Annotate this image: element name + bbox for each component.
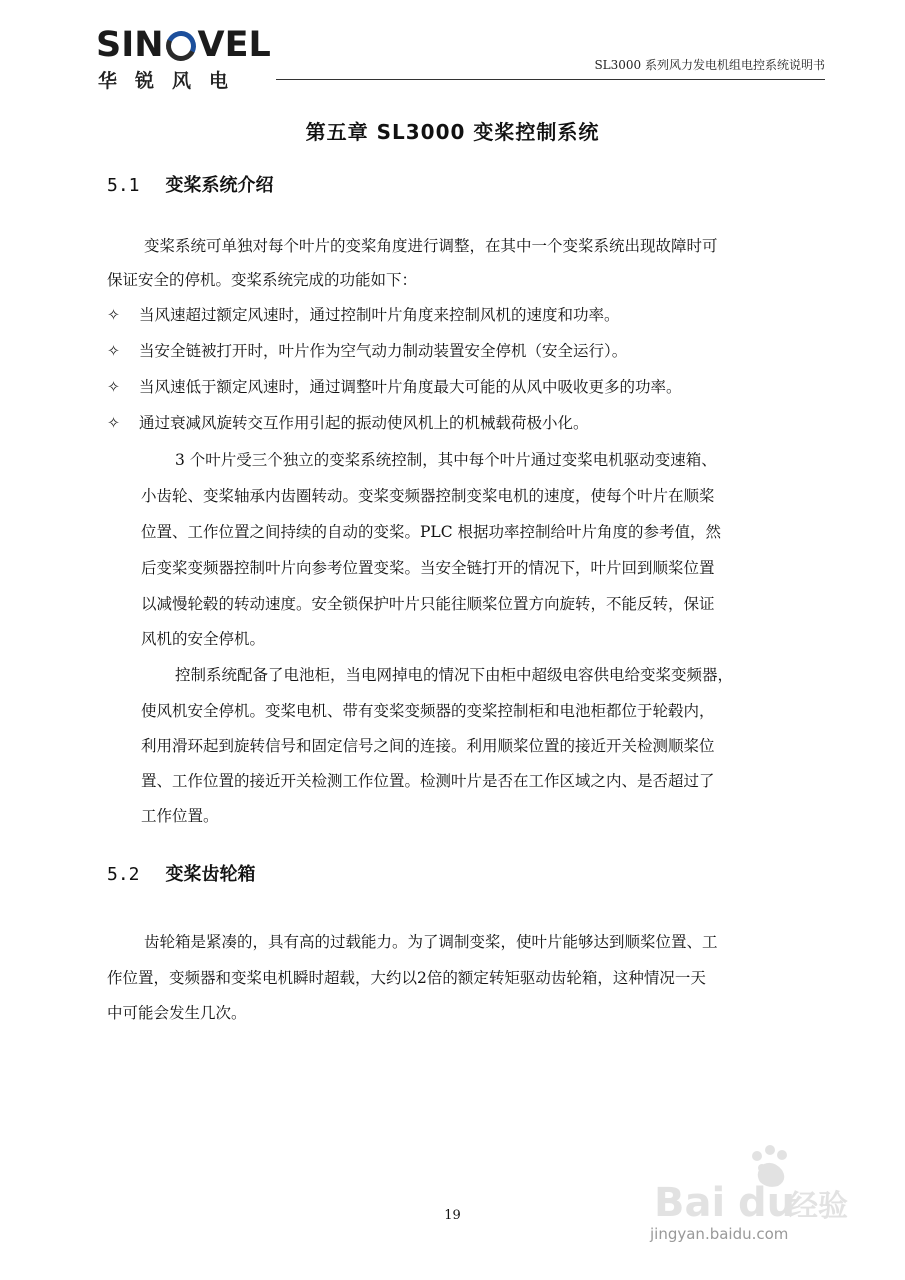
list-item-text: 当风速超过额定风速时，通过控制叶片角度来控制风机的速度和功率。 (139, 306, 620, 324)
header-divider (276, 79, 825, 80)
list-item (107, 370, 682, 404)
watermark-cn: 经验 (788, 1189, 848, 1224)
section-number: 5.2 (107, 864, 140, 885)
list-item-text: 当风速低于额定风速时，通过调整叶片角度最大可能的从风中吸收更多的功率。 (139, 378, 682, 396)
logo-chinese-name: 华锐风电 (98, 70, 247, 92)
list-item (107, 406, 589, 440)
section-heading-5-2 (107, 860, 256, 886)
list-item-text: 当安全链被打开时，叶片作为空气动力制动装置安全停机（安全运行）。 (139, 342, 628, 360)
list-item-text: 通过衰减风旋转交互作用引起的振动使风机上的机械载荷极小化。 (139, 414, 589, 432)
baidu-watermark-logo (652, 1138, 852, 1238)
section-title: 变桨系统介绍 (165, 175, 274, 196)
section-title: 变桨齿轮箱 (165, 864, 256, 885)
para3-line-4: 置、工作位置的接近开关检测工作位置。检测叶片是否在工作区域之内、是否超过了 (141, 772, 715, 790)
para3-line-1: 控制系统配备了电池柜，当电网掉电的情况下由柜中超级电容供电给变桨变频器， (175, 666, 734, 684)
para3-line-3: 利用滑环起到旋转信号和固定信号之间的连接。利用顺桨位置的接近开关检测顺桨位 (141, 737, 715, 755)
para3-line-5: 工作位置。 (141, 807, 219, 825)
chapter-title: 第五章 SL3000 变桨控制系统 (305, 120, 600, 144)
bullet-diamond-icon: ✧ (107, 378, 120, 396)
watermark-brand-2: du (738, 1180, 796, 1226)
para2-line-4: 后变桨变频器控制叶片向参考位置变桨。当安全链打开的情况下，叶片回到顺桨位置 (141, 559, 715, 577)
intro-line-2: 保证安全的停机。变桨系统完成的功能如下： (107, 271, 418, 289)
logo-text-left: SIN (96, 25, 164, 65)
para2-line-6: 风机的安全停机。 (141, 630, 266, 648)
company-logo (96, 25, 271, 65)
intro-line-1: 变桨系统可单独对每个叶片的变桨角度进行调整，在其中一个变桨系统出现故障时可 (144, 237, 718, 255)
para2-line-3: 位置、工作位置之间持续的自动的变桨。PLC 根据功率控制给叶片角度的参考值，然 (141, 523, 722, 541)
section-heading-5-1 (107, 171, 274, 197)
logo-ring-icon (161, 26, 199, 64)
para4-line-2: 作位置，变频器和变桨电机瞬时超载，大约以2倍的额定转矩驱动齿轮箱，这种情况一天 (107, 969, 706, 987)
bullet-diamond-icon: ✧ (107, 306, 120, 324)
document-title: SL3000 系列风力发电机组电控系统说明书 (594, 58, 825, 72)
watermark-brand: Bai (654, 1180, 726, 1226)
para4-line-1: 齿轮箱是紧凑的，具有高的过载能力。为了调制变桨，使叶片能够达到顺桨位置、工 (144, 933, 718, 951)
page-number: 19 (444, 1208, 461, 1223)
para2-line-1: 3 个叶片受三个独立的变桨系统控制，其中每个叶片通过变桨电机驱动变速箱、 (175, 451, 717, 469)
bullet-diamond-icon: ✧ (107, 342, 120, 360)
watermark-url: jingyan.baidu.com (650, 1225, 789, 1243)
para2-line-5: 以减慢轮毂的转动速度。安全锁保护叶片只能往顺桨位置方向旋转，不能反转，保证 (141, 595, 715, 613)
bullet-diamond-icon: ✧ (107, 414, 120, 432)
para4-line-3: 中可能会发生几次。 (107, 1004, 247, 1022)
para2-line-2: 小齿轮、变桨轴承内齿圈转动。变桨变频器控制变桨电机的速度，使每个叶片在顺桨 (141, 487, 715, 505)
section-number: 5.1 (107, 175, 140, 196)
logo-text-right: VEL (197, 25, 271, 65)
list-item (107, 298, 620, 332)
para3-line-2: 使风机安全停机。变桨电机、带有变桨变频器的变桨控制柜和电池柜都位于轮毂内， (141, 702, 715, 720)
list-item (107, 334, 627, 368)
